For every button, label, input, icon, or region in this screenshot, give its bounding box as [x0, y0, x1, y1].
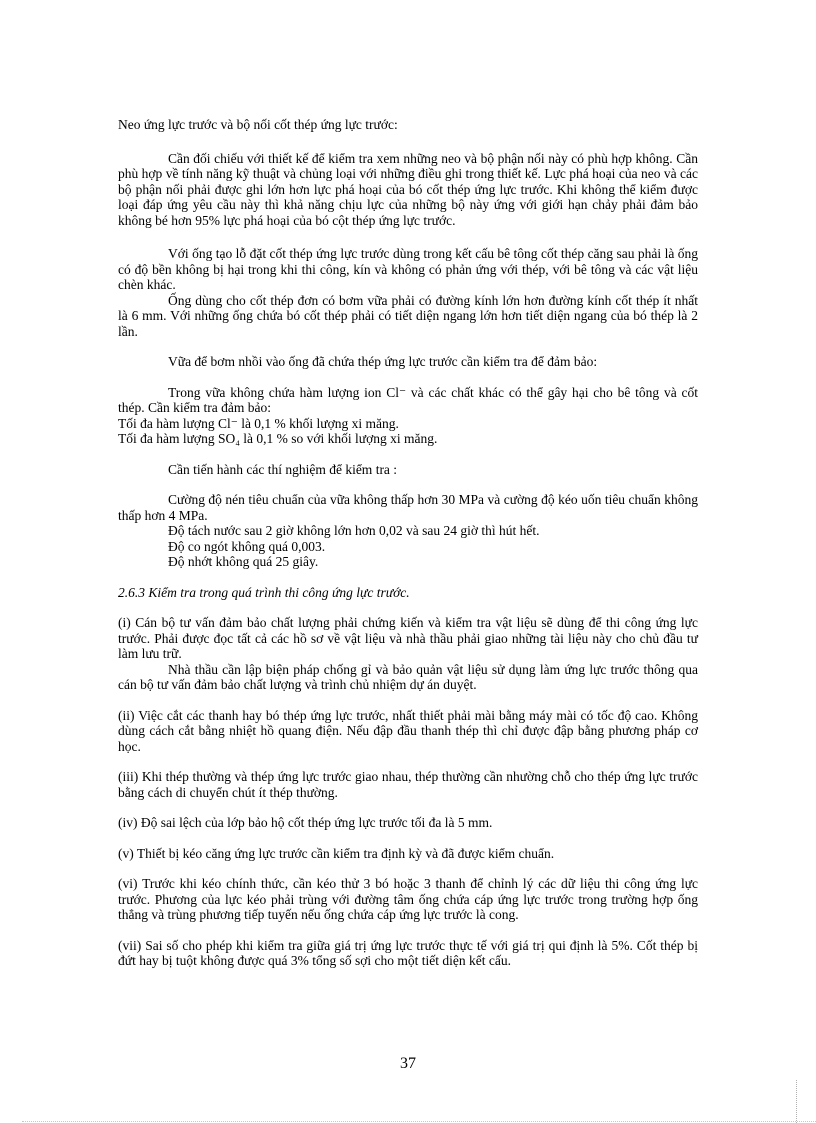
anchor-paragraph: Cần đối chiếu với thiết kế để kiểm tra xem những neo và bộ phận nối này có phù hợp không. Cần phù hợp về tính năng kỹ thuật và chủng loại với những điều ghi trong thiết kế. Lực phá hoại của neo và các bộ phận nối phải được ghi lớn hơn lực phá hoại của bó cốt thép ứng lực trước. Khi không thể kiểm được loại đáp ứng yêu cầu này thì khả năng chịu lực của những bộ này ứng với giới hạn chảy phải đảm bảo không bé hơn 95% lực phá hoại của bó cột thép ứng lực trước. [118, 150, 698, 228]
page-content [118, 117, 698, 969]
item-i: (i) Cán bộ tư vấn đảm bảo chất lượng phải chứng kiến và kiểm tra vật liệu sẽ dùng để thi công ứng lực trước. Phải được đọc tất cả các hồ sơ về vật liệu và nhà thầu phải giao những tài liệu này cho chủ đầu tư làm lưu trữ. [118, 615, 698, 661]
section-heading-2-6-3: 2.6.3 Kiểm tra trong quá trình thi công ứng lực trước. [118, 584, 410, 600]
grout-intro: Vữa để bơm nhồi vào ống đã chứa thép ứng lực trước cần kiểm tra để đảm bảo: [168, 354, 598, 369]
grout-tests-intro: Cần tiến hành các thí nghiệm để kiểm tra : [168, 461, 398, 477]
item-v: (v) Thiết bị kéo căng ứng lực trước cần kiểm tra định kỳ và đã được kiểm chuẩn. [118, 845, 555, 861]
item-vii: (vii) Sai số cho phép khi kiểm tra giữa giá trị ứng lực trước thực tế với giá trị qui định là 5%. Cốt thép bị đứt hay bị tuột không được quá 3% tổng số sợi cho một tiết diện kết cấu. [118, 937, 698, 968]
item-i-continuation: Nhà thầu cần lập biện pháp chống gỉ và bảo quản vật liệu sử dụng làm ứng lực trước thông qua cán bộ tư vấn đảm bảo chất lượng và trình chủ nhiệm dự án duyệt. [118, 661, 698, 692]
grout-shrinkage-line: Độ co ngót không quá 0,003. [168, 538, 326, 554]
grout-paragraph: Trong vữa không chứa hàm lượng ion Cl⁻ và các chất khác có thể gây hại cho bê tông và cốt thép. Cần kiểm tra đảm bảo: [118, 384, 698, 415]
grout-limit-sulfate: Tối đa hàm lượng SO₄ là 0,1 % so với khối lượng xi măng. [118, 431, 438, 446]
duct-paragraph: Với ống tạo lỗ đặt cốt thép ứng lực trước dùng trong kết cấu bê tông cốt thép căng sau phải là ống có độ bền không bị hại trong khi thi công, kín và không có phản ứng với thép, với bê tông và các vật liệu chèn khác. [118, 246, 698, 292]
grout-bleeding-line: Độ tách nước sau 2 giờ không lớn hơn 0,02 và sau 24 giờ thì hút hết. [168, 523, 540, 538]
duct-diameter-paragraph: Ống dùng cho cốt thép đơn có bơm vữa phải có đường kính lớn hơn đường kính cốt thép ít nhất là 6 mm. Với những ống chứa bó cốt thép phải có tiết diện ngang lớn hơn tiết diện ngang của bó thép là 2 lần. [118, 292, 698, 339]
item-ii: (ii) Việc cắt các thanh hay bó thép ứng lực trước, nhất thiết phải mài bằng máy mài có tốc độ cao. Không dùng cách cắt bằng nhiệt hồ quang điện. Nếu đập đầu thanh thép thì chỉ được đập bằng phương pháp cơ học. [118, 707, 698, 754]
page-number: 37 [400, 1055, 416, 1072]
anchor-section-title: Neo ứng lực trước và bộ nối cốt thép ứng lực trước: [118, 117, 398, 132]
item-iv: (iv) Độ sai lệch của lớp bảo hộ cốt thép ứng lực trước tối đa là 5 mm. [118, 815, 493, 830]
grout-viscosity-line: Độ nhớt không quá 25 giây. [168, 554, 319, 569]
page-edge-vertical-rule [796, 1080, 798, 1123]
item-iii: (iii) Khi thép thường và thép ứng lực trước giao nhau, thép thường cần nhường chỗ cho thép ứng lực trước bằng cách di chuyển chút ít thép thường. [118, 769, 698, 800]
grout-strength-paragraph: Cường độ nén tiêu chuẩn của vữa không thấp hơn 30 MPa và cường độ kéo uốn tiêu chuẩn không thấp hơn 4 MPa. [118, 492, 698, 523]
grout-limit-chloride: Tối đa hàm lượng Cl⁻ là 0,1 % khối lượng xi măng. [118, 415, 399, 431]
item-vi: (vi) Trước khi kéo chính thức, cần kéo thử 3 bó hoặc 3 thanh để chỉnh lý các dữ liệu thi công ứng lực trước. Phương của lực kéo phải trùng với đường tâm ống chứa cáp ứng lực trước trong trường hợp ống thẳng và trùng phương tiếp tuyến nếu ống chứa cáp ứng lực trước là cong. [118, 876, 698, 922]
